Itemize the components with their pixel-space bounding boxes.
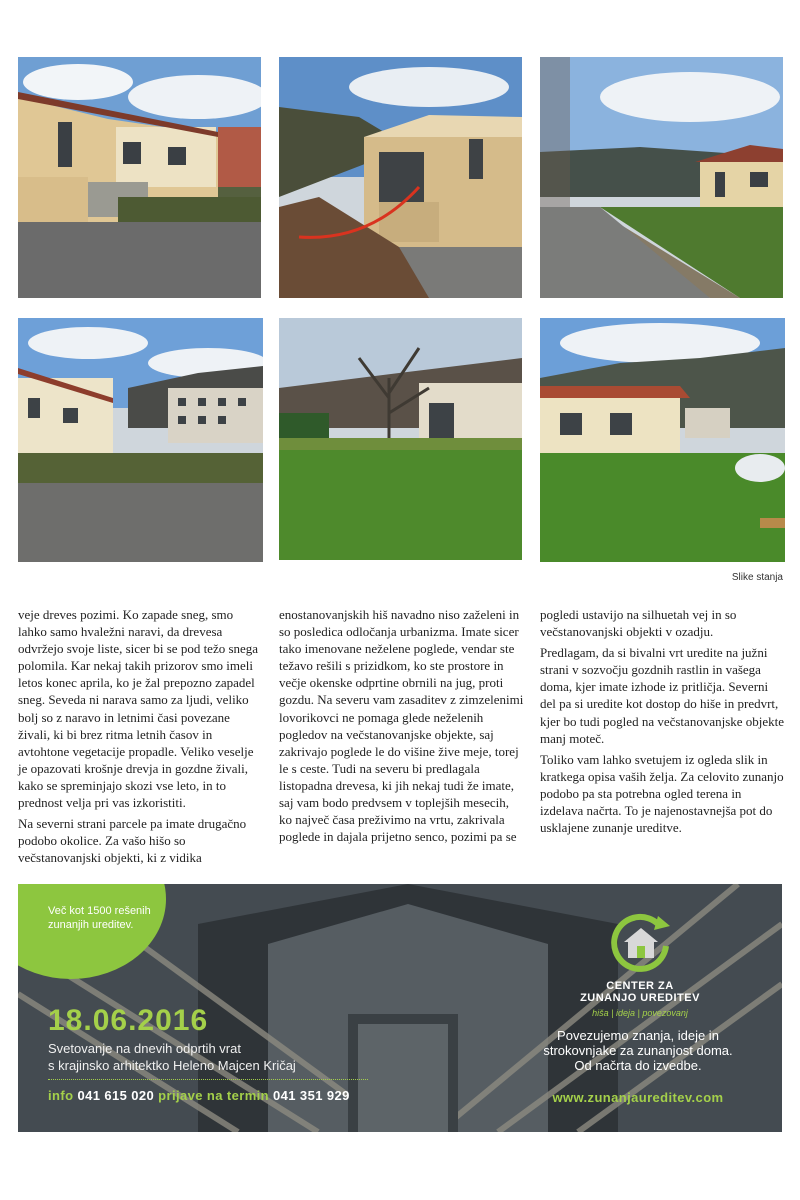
photo-house-lawn-mountains: [540, 318, 785, 562]
photo-house-two-storey-front: [18, 57, 261, 298]
paragraph: Na severni strani parcele pa imate drugačno podobo okolice. Za vašo hišo so večstanovanjski objekti, ki z vidika: [18, 816, 247, 866]
info-label: info: [48, 1088, 74, 1103]
photo-garden-tree-lawn: [279, 318, 522, 560]
paragraph: enostanovanjskih hiš navadno niso zaželeni in so posledica odločanja urbanizma. Imate sicer tako imenovane neželene poglede, vendar ste težavo rešili s prizidkom, ko ste prostore in večje okenske odprtine obrnili na jug, proti gozdu. Na severu vam zasaditev z zimzelenimi lovorikovci ne pomaga glede neželenih pogledov na večstanovanjske objekte, saj zakrivajo poglede le do višine žive meje, torej le s ceste. Tudi na severu bi predlagala listopadna drevesa, ki jih nekaj tudi že imate, saj vam bodo predvsem v toplejših mesecih, ko največ časa preživimo na vrtu, zakrivala poglede in dajala prijetno senco, pozimi pa se: [279, 607, 524, 845]
info-phone[interactable]: 041 615 020: [77, 1088, 155, 1103]
website-link[interactable]: www.zunanjaureditev.com: [552, 1090, 724, 1105]
photo-caption: Slike stanja: [731, 572, 783, 583]
event-line-1: Svetovanje na dnevih odprtih vrat: [48, 1041, 241, 1056]
photo-house-slope-wall: [540, 57, 783, 298]
badge-text: Več kot 1500 rešenih zunanjih ureditev.: [48, 905, 151, 931]
apply-phone[interactable]: 041 351 929: [273, 1088, 350, 1103]
article-column-3: [540, 606, 786, 836]
house-logo-icon: [608, 910, 674, 976]
paragraph: pogledi ustavijo na silhuetah vej in so večstanovanjski objekti v ozadju.: [540, 607, 737, 640]
apply-label: prijave na termin: [158, 1088, 270, 1103]
article-column-2: [279, 606, 525, 845]
slogan-line-2: strokovnjake za zunanjost doma.: [543, 1043, 733, 1058]
slogan-line-3: Od načrta do izvedbe.: [574, 1058, 702, 1073]
logo-name: [570, 980, 710, 1004]
article-column-1: [18, 606, 264, 866]
logo-name-line-2: ZUNANJO UREDITEV: [580, 992, 700, 1004]
paragraph: Toliko vam lahko svetujem iz ogleda slik in kratkega opisa vaših želja. Za celovito zunanjo podobo pa sta potrebna ogled terena in izdelava načrta. To je najenostavnejša pot do usklajene zunanje ureditve.: [540, 751, 784, 836]
advertisement-banner: [18, 884, 782, 1132]
event-date: 18.06.2016: [48, 1004, 209, 1037]
slogan-line-1: Povezujemo znanja, ideje in: [557, 1028, 719, 1043]
paragraph: Predlagam, da si bivalni vrt uredite na južni strani v sozvočju gozdnih rastlin in vašega doma, kjer imate izhode iz pritličja. Severni del pa si uredite kot dostop do hiše in predvrt, kjer bo tudi pogled na večstanovanjske objekte manj moteč.: [540, 645, 785, 746]
event-line-2: s krajinsko arhitektko Heleno Majcen Kričaj: [48, 1058, 296, 1073]
photo-house-apartments-behind: [18, 318, 263, 562]
slogan: [518, 1028, 758, 1073]
paragraph: veje dreves pozimi. Ko zapade sneg, smo lahko samo hvaležni naravi, da drevesa odvržejo svoje liste, sicer bi se pod težo snega polomila. Kar nekaj takih prizorov smo imeli letos konec aprila, ko je žal prepozno zapadel sneg. Seveda ni narava samo za ljudi, veliko bolj so z naravo in letnimi časi povezane živali, ki bi brez ritma letnih časov in avtohtone vegetacije propadle. Veliko veselje je opazovati krošnje drevja in gozdne živali, kako se spreminjajo skozi vse leto, in to prednost velja pri vas izkoristiti.: [18, 607, 259, 811]
divider: [48, 1079, 368, 1080]
contact-line: [48, 1088, 350, 1103]
logo-tagline: hiša | ideja | povezovanj: [592, 1008, 688, 1018]
logo-name-line-1: CENTER ZA: [606, 980, 674, 992]
photo-house-construction-site: [279, 57, 522, 298]
